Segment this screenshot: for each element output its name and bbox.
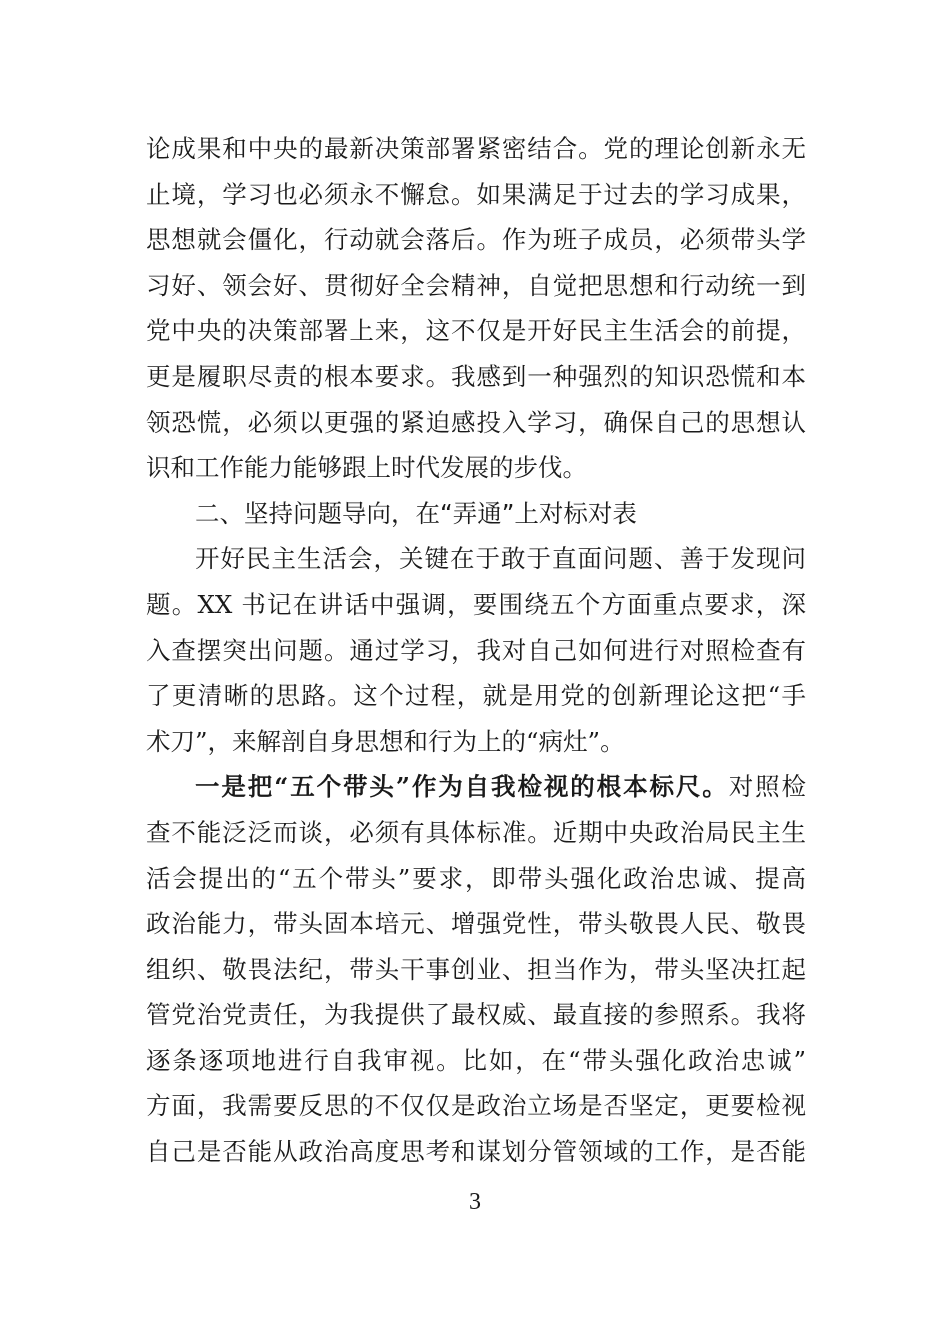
bold-lead-text: 一是把“五个带头”作为自我检视的根本标尺。: [195, 772, 729, 802]
text-line: 更是履职尽责的根本要求。我感到一种强烈的知识恐慌和本: [146, 361, 806, 391]
section-heading: 二、坚持问题导向，在“弄通”上对标对表: [195, 498, 637, 528]
text-line: 了更清晰的思路。这个过程，就是用党的创新理论这把“手: [146, 681, 806, 711]
text-line: 术刀”，来解剖自身思想和行为上的“病灶”。: [146, 726, 625, 756]
text-line: 查不能泛泛而谈，必须有具体标准。近期中央政治局民主生: [146, 817, 806, 847]
page-number: 3: [469, 1189, 481, 1215]
text-line: 开好民主生活会，关键在于敢于直面问题、善于发现问: [195, 544, 806, 574]
text-line: 组织、敬畏法纪，带头干事创业、担当作为，带头坚决扛起: [146, 954, 806, 984]
text-line: 管党治党责任，为我提供了最权威、最直接的参照系。我将: [146, 1000, 806, 1030]
text-line: 入查摆突出问题。通过学习，我对自己如何进行对照检查有: [146, 635, 806, 665]
text-line: 活会提出的“五个带头”要求，即带头强化政治忠诚、提高: [146, 863, 806, 893]
text-fragment: 对照检: [728, 772, 806, 802]
text-line: 政治能力，带头固本培元、增强党性，带头敬畏人民、敬畏: [146, 909, 806, 939]
text-line-with-bold-lead: [146, 764, 806, 810]
text-line: 领恐慌，必须以更强的紧迫感投入学习，确保自己的思想认: [146, 407, 806, 437]
text-line: 方面，我需要反思的不仅仅是政治立场是否坚定，更要检视: [146, 1091, 806, 1121]
body-text: [146, 126, 806, 1175]
text-line: 自己是否能从政治高度思考和谋划分管领域的工作，是否能: [146, 1137, 806, 1167]
text-line: 习好、领会好、贯彻好全会精神，自觉把思想和行动统一到: [146, 270, 806, 300]
text-line: 逐条逐项地进行自我审视。比如，在“带头强化政治忠诚”: [146, 1045, 806, 1075]
text-line: 识和工作能力能够跟上时代发展的步伐。: [146, 453, 587, 483]
text-line: 思想就会僵化，行动就会落后。作为班子成员，必须带头学: [146, 225, 806, 255]
text-line: 止境，学习也必须永不懈怠。如果满足于过去的学习成果，: [146, 179, 806, 209]
text-line: 论成果和中央的最新决策部署紧密结合。党的理论创新永无: [146, 134, 806, 163]
text-line: 党中央的决策部署上来，这不仅是开好民主生活会的前提，: [146, 316, 806, 346]
text-line: 题。XX 书记在讲话中强调，要围绕五个方面重点要求，深: [146, 589, 806, 619]
